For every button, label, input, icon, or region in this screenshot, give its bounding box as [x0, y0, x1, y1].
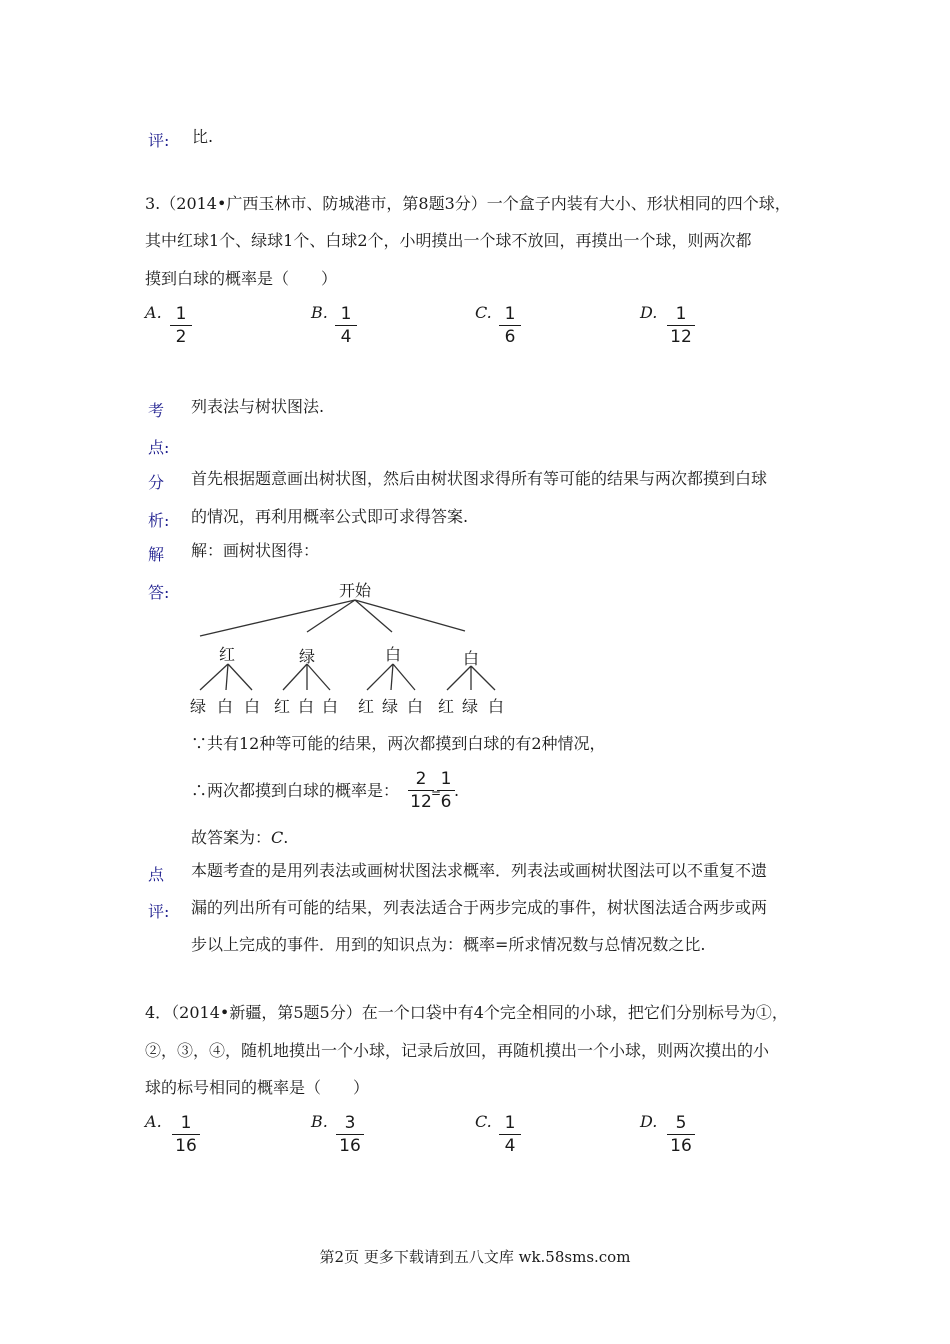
numerator: 1 — [175, 304, 187, 324]
denominator: 4 — [504, 1136, 516, 1156]
denominator: 12 — [670, 327, 692, 347]
numerator: 1 — [180, 1113, 192, 1133]
denominator: 2 — [175, 327, 187, 347]
tree-line — [391, 664, 393, 690]
numerator: 3 — [344, 1113, 356, 1133]
q4-stem-line-1: 4．（2014•新疆，第5题5分）在一个口袋中有4个完全相同的小球，把它们分别标号为①， — [145, 1003, 788, 1022]
numerator: 1 — [440, 769, 452, 789]
fraction-bar — [172, 1134, 200, 1135]
dianping-line-2: 漏的列出所有可能的结果，列表法适合于两步完成的事件，树状图法适合两步或两 — [191, 898, 768, 917]
tree-line — [367, 664, 393, 690]
q4-option-b-letter: B. — [311, 1112, 328, 1131]
tree-root: 开始 — [339, 581, 372, 600]
tree-leaf: 红 — [358, 697, 375, 716]
q4-option-b-fraction — [336, 1113, 364, 1156]
fenxi-label-2: 析: — [148, 511, 170, 530]
denominator: 16 — [175, 1136, 197, 1156]
kaodian-label-1: 考 — [148, 401, 165, 420]
comment-text: 比. — [192, 127, 214, 146]
numerator: 1 — [675, 304, 687, 324]
q4-option-d-letter: D. — [640, 1112, 658, 1131]
tree-level1-node: 绿 — [299, 647, 316, 666]
tree-leaf: 白 — [322, 697, 339, 716]
tree-level1-node: 白 — [385, 645, 402, 664]
numerator: 1 — [504, 304, 516, 324]
numerator: 2 — [415, 769, 427, 789]
answer-line: 故答案为：C. — [191, 828, 289, 847]
tree-line — [200, 664, 228, 690]
tree-leaf: 白 — [217, 697, 234, 716]
q4-option-a-fraction — [172, 1113, 200, 1156]
tree-line — [355, 600, 465, 631]
jieda-intro: 解：画树状图得： — [191, 541, 320, 560]
denominator: 6 — [440, 792, 452, 812]
q4-option-d-fraction — [667, 1113, 695, 1156]
fraction-bar — [437, 790, 455, 791]
tree-line — [471, 666, 495, 690]
jieda-label-2: 答: — [148, 583, 170, 602]
denominator: 16 — [339, 1136, 361, 1156]
q3-stem-line-3: 摸到白球的概率是（ ） — [145, 269, 338, 288]
dianping-line-1: 本题考查的是用列表法或画树状图法求概率．列表法或画树状图法可以不重复不遗 — [191, 861, 768, 880]
q3-stem-line-2: 其中红球1个、绿球1个、白球2个，小明摸出一个球不放回，再摸出一个球，则两次都 — [145, 231, 752, 250]
tree-line — [283, 664, 307, 690]
tree-line — [447, 666, 471, 690]
page-footer: 第2页 更多下载请到五八文库 wk.58sms.com — [319, 1248, 631, 1266]
comment-label: 评: — [148, 131, 170, 150]
q3-option-c-letter: C. — [475, 303, 492, 322]
fraction-bar — [667, 1134, 695, 1135]
tree-level1-node: 红 — [219, 645, 236, 664]
tree-line — [228, 664, 252, 690]
tree-line — [307, 664, 330, 690]
tree-level1-node: 白 — [463, 649, 480, 668]
q4-stem-line-2: ②，③，④，随机地摸出一个小球，记录后放回，再随机摸出一个小球，则两次摸出的小 — [145, 1041, 770, 1060]
fraction-bar — [499, 1134, 521, 1135]
result-line-2: ∴两次都摸到白球的概率是： — [191, 781, 400, 800]
fenxi-line-2: 的情况，再利用概率公式即可求得答案. — [191, 507, 469, 526]
result-equals: = — [431, 786, 442, 800]
q4-option-a-letter: A. — [145, 1112, 162, 1131]
tree-line — [393, 664, 415, 690]
dianping-label-1: 点 — [148, 865, 165, 884]
tree-leaf: 红 — [274, 697, 291, 716]
tree-line — [307, 600, 355, 632]
fenxi-label-1: 分 — [148, 473, 165, 492]
tree-leaf: 绿 — [190, 697, 207, 716]
tree-leaf: 白 — [407, 697, 424, 716]
q3-stem-line-1: 3.（2014•广西玉林市、防城港市，第8题3分）一个盒子内装有大小、形状相同的四个球， — [145, 194, 791, 213]
tree-leaf: 绿 — [382, 697, 399, 716]
denominator: 12 — [410, 792, 432, 812]
result-period: . — [454, 781, 460, 800]
q3-option-a-letter: A. — [145, 303, 162, 322]
tree-line — [226, 664, 228, 690]
denominator: 6 — [504, 327, 516, 347]
tree-leaf: 白 — [488, 697, 505, 716]
jieda-label-1: 解 — [148, 545, 165, 564]
fenxi-line-1: 首先根据题意画出树状图，然后由树状图求得所有等可能的结果与两次都摸到白球 — [191, 469, 768, 488]
q4-option-c-letter: C. — [475, 1112, 492, 1131]
kaodian-label-2: 点: — [148, 438, 170, 457]
tree-leaf: 绿 — [462, 697, 479, 716]
numerator: 1 — [504, 1113, 516, 1133]
numerator: 5 — [675, 1113, 687, 1133]
tree-line — [200, 600, 355, 636]
numerator: 1 — [340, 304, 352, 324]
dianping-label-2: 评: — [148, 902, 170, 921]
answer-letter: C — [271, 828, 284, 847]
fraction-bar — [336, 1134, 364, 1135]
tree-leaf: 白 — [298, 697, 315, 716]
result-line-1: ∵共有12种等可能的结果，两次都摸到白球的有2种情况， — [191, 734, 606, 753]
q4-option-c-fraction — [499, 1113, 521, 1156]
dianping-line-3: 步以上完成的事件．用到的知识点为：概率=所求情况数与总情况数之比. — [191, 935, 706, 954]
q4-stem-line-3: 球的标号相同的概率是（ ） — [145, 1078, 370, 1097]
tree-leaf: 白 — [244, 697, 261, 716]
kaodian-text: 列表法与树状图法. — [191, 397, 325, 416]
result-fraction-2 — [437, 769, 455, 812]
denominator: 4 — [340, 327, 352, 347]
q3-option-b-letter: B. — [311, 303, 328, 322]
q3-option-d-letter: D. — [640, 303, 658, 322]
tree-leaf: 红 — [438, 697, 455, 716]
denominator: 16 — [670, 1136, 692, 1156]
